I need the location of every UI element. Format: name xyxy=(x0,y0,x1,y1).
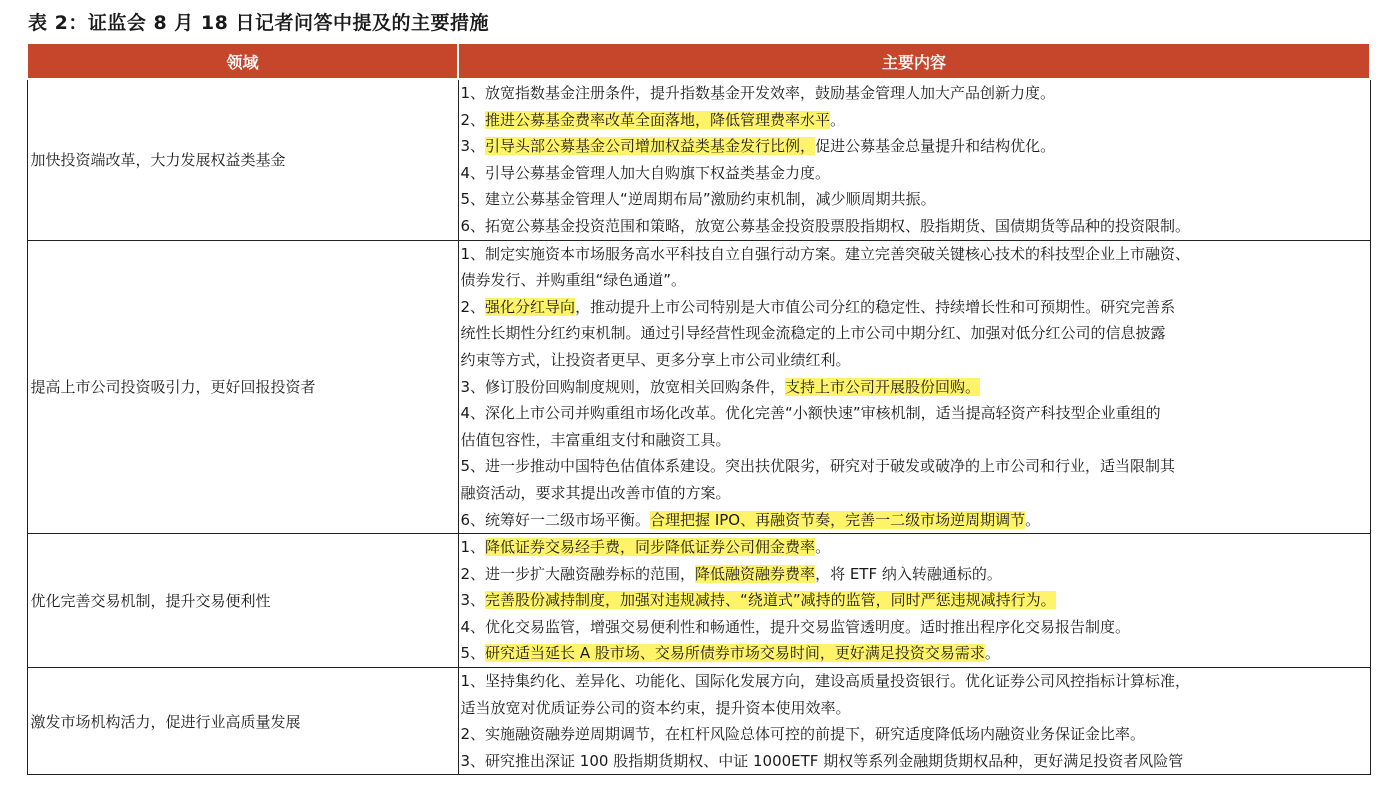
highlighted-text: 降低证券交易经手费，同步降低证券公司佣金费率 xyxy=(485,538,816,557)
row-area-cell: 加快投资端改革，大力发展权益类基金 xyxy=(27,79,458,240)
content-line xyxy=(461,107,1368,134)
header-area: 领域 xyxy=(27,43,458,79)
highlighted-text: 降低融资融券费率 xyxy=(695,564,816,583)
table-row xyxy=(27,79,1370,240)
highlighted-text: 合理把握 IPO、再融资节奏，完善一二级市场逆周期调节 xyxy=(650,510,1026,529)
content-line xyxy=(461,213,1368,240)
content-line xyxy=(461,453,1368,480)
highlighted-text: 引导头部公募基金公司增加权益类基金发行比例， xyxy=(485,137,816,156)
content-line xyxy=(461,748,1368,775)
content-line xyxy=(461,721,1368,748)
table-row xyxy=(27,534,1370,668)
content-line xyxy=(461,534,1368,561)
content-line xyxy=(461,695,1368,722)
content-line xyxy=(461,640,1368,667)
content-line xyxy=(461,267,1368,294)
content-line xyxy=(461,347,1368,374)
content-line xyxy=(461,241,1368,268)
content-text: 估值包容性，丰富重组支付和融资工具。 xyxy=(460,430,731,449)
content-line xyxy=(461,374,1368,401)
table-row xyxy=(27,668,1370,775)
measures-table xyxy=(26,42,1371,775)
row-content-cell xyxy=(458,534,1370,668)
content-text: 2、 xyxy=(460,297,486,316)
content-text: 统性长期性分红约束机制。通过引导经营性现金流稳定的上市公司中期分红、加强对低分红公司的信息披露 xyxy=(460,324,1166,343)
content-text: 5、进一步推动中国特色估值体系建设。突出扶优限劣，研究对于破发或破净的上市公司和行业，适当限制其 xyxy=(460,457,1176,476)
content-text: 3、 xyxy=(460,137,486,156)
content-line xyxy=(461,614,1368,641)
content-line xyxy=(461,507,1368,534)
content-text: 。 xyxy=(1025,510,1041,529)
content-text: 1、 xyxy=(460,538,486,557)
content-line xyxy=(461,400,1368,427)
content-text: 。 xyxy=(815,538,831,557)
table-row xyxy=(27,240,1370,534)
content-text: 5、 xyxy=(460,644,486,663)
content-line xyxy=(461,133,1368,160)
content-text: 4、深化上市公司并购重组市场化改革。优化完善“小额快速”审核机制，适当提高轻资产科技型企业重组的 xyxy=(460,404,1161,423)
content-text: 4、引导公募基金管理人加大自购旗下权益类基金力度。 xyxy=(460,163,831,182)
content-line xyxy=(461,668,1368,695)
content-line xyxy=(461,427,1368,454)
highlighted-text: 完善股份减持制度，加强对违规减持、“绕道式”减持的监管，同时严惩违规减持行为。 xyxy=(485,591,1056,610)
content-line xyxy=(461,80,1368,107)
header-content: 主要内容 xyxy=(458,43,1370,79)
row-content-cell xyxy=(458,79,1370,240)
content-text: ，将 ETF 纳入转融通标的。 xyxy=(815,564,1002,583)
content-text: 1、制定实施资本市场服务高水平科技自立自强行动方案。建立完善突破关键核心技术的科技型企业上市融资、 xyxy=(460,244,1191,263)
content-text: 2、进一步扩大融资融券标的范围， xyxy=(460,564,696,583)
content-line xyxy=(461,587,1368,614)
content-text: 约束等方式，让投资者更早、更多分享上市公司业绩红利。 xyxy=(460,350,851,369)
content-line xyxy=(461,480,1368,507)
content-line xyxy=(461,294,1368,321)
content-text: 6、统筹好一二级市场平衡。 xyxy=(460,510,651,529)
content-line xyxy=(461,320,1368,347)
content-line xyxy=(461,160,1368,187)
row-area-cell: 激发市场机构活力，促进行业高质量发展 xyxy=(27,668,458,775)
content-text: 5、建立公募基金管理人“逆周期布局”激励约束机制，减少顺周期共振。 xyxy=(460,190,936,209)
content-text: 债券发行、并购重组“绿色通道”。 xyxy=(460,271,687,290)
content-text: 1、坚持集约化、差异化、功能化、国际化发展方向，建设高质量投资银行。优化证券公司风控指标计算标准， xyxy=(460,672,1191,691)
content-text: 4、优化交易监管，增强交易便利性和畅通性，提升交易监管透明度。适时推出程序化交易报告制度。 xyxy=(460,617,1131,636)
content-text: 1、放宽指数基金注册条件，提升指数基金开发效率，鼓励基金管理人加大产品创新力度。 xyxy=(460,84,1056,102)
content-text: ，推动提升上市公司特别是大市值公司分红的稳定性、持续增长性和可预期性。研究完善系 xyxy=(575,297,1176,316)
highlighted-text: 支持上市公司开展股份回购。 xyxy=(785,377,981,396)
highlighted-text: 研究适当延长 A 股市场、交易所债券市场交易时间，更好满足投资交易需求 xyxy=(485,644,985,663)
content-text: 适当放宽对优质证券公司的资本约束，提升资本使用效率。 xyxy=(460,698,851,717)
content-text: 2、 xyxy=(460,110,486,129)
highlighted-text: 强化分红导向 xyxy=(485,297,576,316)
content-text: 6、拓宽公募基金投资范围和策略，放宽公募基金投资股票股指期权、股指期货、国债期货等品种的投资限制。 xyxy=(460,216,1191,235)
content-text: 。 xyxy=(984,644,1000,663)
content-line xyxy=(461,561,1368,588)
row-area-cell: 提高上市公司投资吸引力，更好回报投资者 xyxy=(27,240,458,534)
row-content-cell xyxy=(458,240,1370,534)
content-line xyxy=(461,186,1368,213)
content-text: 促进公募基金总量提升和结构优化。 xyxy=(815,137,1056,156)
header-row xyxy=(27,43,1370,79)
row-area-cell: 优化完善交易机制，提升交易便利性 xyxy=(27,534,458,668)
content-text: 。 xyxy=(830,110,846,129)
content-text: 融资活动，要求其提出改善市值的方案。 xyxy=(460,483,731,502)
highlighted-text: 推进公募基金费率改革全面落地，降低管理费率水平 xyxy=(485,110,831,129)
content-text: 3、修订股份回购制度规则，放宽相关回购条件， xyxy=(460,377,786,396)
content-text: 3、 xyxy=(460,591,486,610)
table-body xyxy=(27,79,1370,775)
row-content-cell xyxy=(458,668,1370,775)
content-text: 3、研究推出深证 100 股指期货期权、中证 1000ETF 期权等系列金融期货期权品种，更好满足投资者风险管 xyxy=(460,751,1184,770)
table-title: 表 2：证监会 8 月 18 日记者问答中提及的主要措施 xyxy=(28,12,489,34)
content-text: 2、实施融资融券逆周期调节，在杠杆风险总体可控的前提下，研究适度降低场内融资业务保证金比率。 xyxy=(460,725,1146,744)
